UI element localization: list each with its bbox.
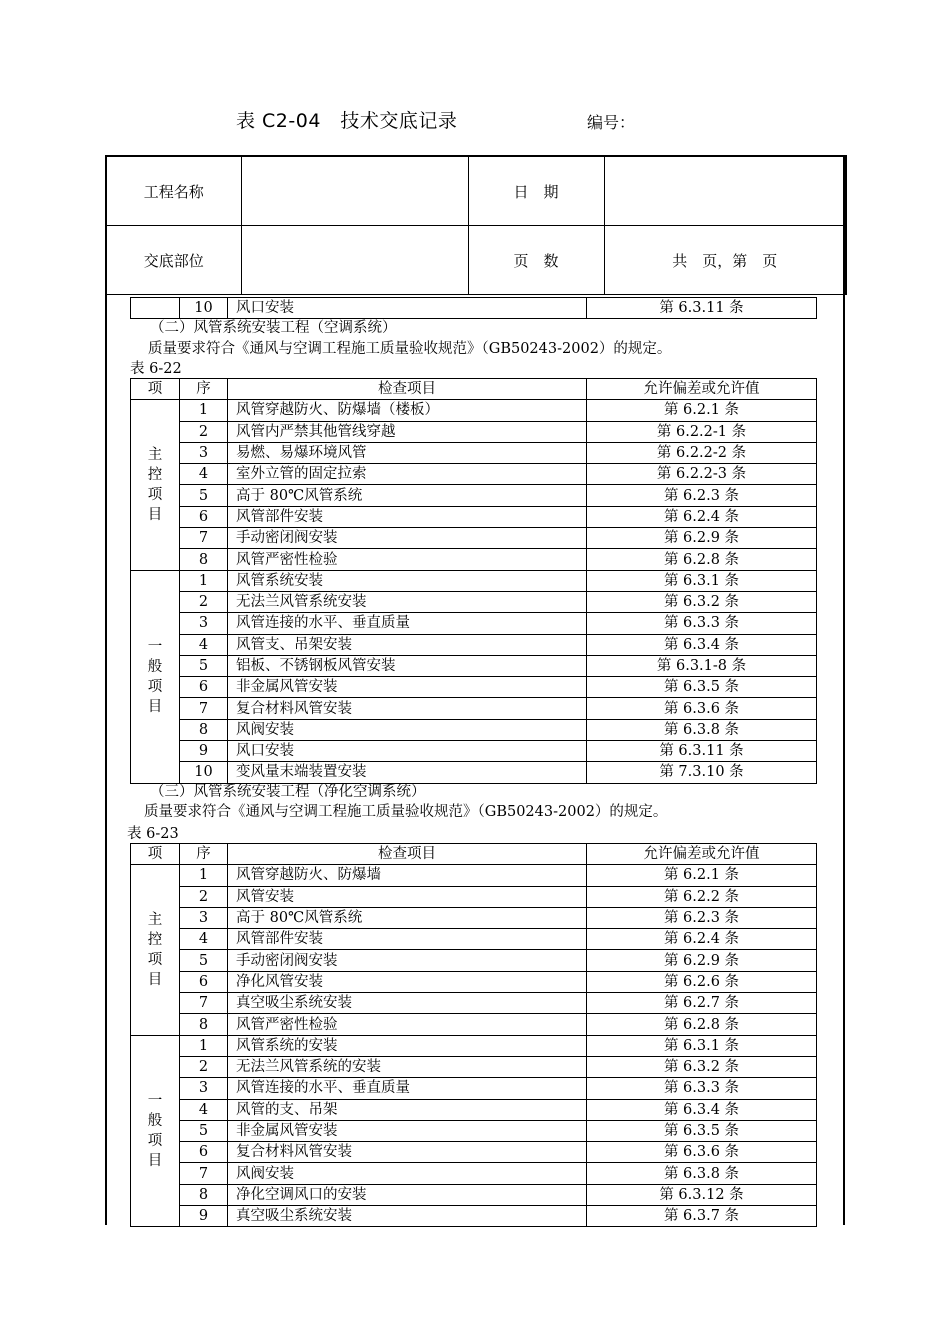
disclosure-part-field[interactable] bbox=[241, 226, 468, 295]
row-value: 第 6.3.1-8 条 bbox=[587, 655, 817, 676]
general-category bbox=[131, 570, 180, 783]
row-value: 第 6.2.6 条 bbox=[587, 971, 817, 992]
table-6-23 bbox=[130, 843, 817, 1227]
row-no: 7 bbox=[180, 528, 228, 549]
row-item: 风阀安装 bbox=[228, 719, 587, 740]
row-no: 1 bbox=[180, 865, 228, 886]
row-value: 第 6.3.4 条 bbox=[587, 1099, 817, 1120]
row-item: 风管内严禁其他管线穿越 bbox=[228, 421, 587, 442]
row-item: 铝板、不锈钢板风管安装 bbox=[228, 655, 587, 676]
row-no: 6 bbox=[180, 1142, 228, 1163]
table-row bbox=[131, 1078, 817, 1099]
row-no: 5 bbox=[180, 1120, 228, 1141]
table-row bbox=[131, 1163, 817, 1184]
col-item: 检查项目 bbox=[228, 844, 587, 865]
row-no: 4 bbox=[180, 464, 228, 485]
table-row bbox=[131, 865, 817, 886]
row-no: 3 bbox=[180, 442, 228, 463]
row-item: 风管严密性检验 bbox=[228, 1014, 587, 1035]
row-item: 风管的支、吊架 bbox=[228, 1099, 587, 1120]
row-item: 易燃、易爆环境风管 bbox=[228, 442, 587, 463]
main-control-category bbox=[131, 865, 180, 1035]
table-row bbox=[131, 1120, 817, 1141]
row-value: 第 6.2.9 条 bbox=[587, 950, 817, 971]
table-header-row bbox=[131, 379, 817, 400]
general-category bbox=[131, 1035, 180, 1227]
row-value: 第 6.2.2-1 条 bbox=[587, 421, 817, 442]
table-row bbox=[131, 1014, 817, 1035]
disclosure-part-label: 交底部位 bbox=[106, 226, 241, 295]
row-no: 2 bbox=[180, 421, 228, 442]
main-control-category-label: 主控项目 bbox=[147, 446, 163, 523]
row-no: 3 bbox=[180, 613, 228, 634]
page-title: 表 C2-04 技术交底记录 bbox=[236, 110, 458, 132]
continuation-table bbox=[130, 297, 817, 319]
section2-note: 质量要求符合《通风与空调工程施工质量验收规范》（GB50243-2002）的规定。 bbox=[148, 341, 672, 357]
row-no: 4 bbox=[180, 634, 228, 655]
row-value: 第 6.3.4 条 bbox=[587, 634, 817, 655]
row-value: 第 6.3.11 条 bbox=[587, 298, 817, 319]
table-row bbox=[131, 993, 817, 1014]
table-row bbox=[131, 613, 817, 634]
table-row bbox=[131, 549, 817, 570]
row-value: 第 6.3.5 条 bbox=[587, 1120, 817, 1141]
table-row bbox=[131, 741, 817, 762]
table-row bbox=[131, 907, 817, 928]
section2-heading: （二）风管系统安装工程（空调系统） bbox=[150, 320, 397, 336]
row-no: 10 bbox=[180, 762, 228, 783]
row-item: 复合材料风管安装 bbox=[228, 698, 587, 719]
row-no: 6 bbox=[180, 677, 228, 698]
table-row bbox=[131, 950, 817, 971]
row-no: 1 bbox=[180, 570, 228, 591]
row-value: 第 6.3.3 条 bbox=[587, 613, 817, 634]
table-row bbox=[131, 1206, 817, 1227]
row-value: 第 6.2.1 条 bbox=[587, 865, 817, 886]
date-label: 日 期 bbox=[468, 156, 604, 226]
row-value: 第 6.3.12 条 bbox=[587, 1184, 817, 1205]
row-value: 第 6.3.11 条 bbox=[587, 741, 817, 762]
code-label: 编号： bbox=[587, 113, 636, 132]
row-value: 第 6.3.2 条 bbox=[587, 1056, 817, 1077]
section2-table-label: 表 6-22 bbox=[130, 361, 182, 377]
pages-label: 页 数 bbox=[468, 226, 604, 295]
row-item: 复合材料风管安装 bbox=[228, 1142, 587, 1163]
row-no: 4 bbox=[180, 929, 228, 950]
section3-table-label: 表 6-23 bbox=[127, 826, 179, 842]
row-value: 第 6.2.3 条 bbox=[587, 485, 817, 506]
section3-note: 质量要求符合《通风与空调工程施工质量验收规范》（GB50243-2002）的规定。 bbox=[144, 804, 668, 820]
row-no: 7 bbox=[180, 1163, 228, 1184]
row-item: 风管穿越防火、防爆墙（楼板） bbox=[228, 400, 587, 421]
row-no: 5 bbox=[180, 485, 228, 506]
row-value: 第 6.2.1 条 bbox=[587, 400, 817, 421]
table-row bbox=[131, 929, 817, 950]
table-row bbox=[131, 886, 817, 907]
row-item: 变风量末端装置安装 bbox=[228, 762, 587, 783]
row-item: 无法兰风管系统的安装 bbox=[228, 1056, 587, 1077]
row-no: 3 bbox=[180, 907, 228, 928]
row-value: 第 6.2.8 条 bbox=[587, 1014, 817, 1035]
row-item: 风口安装 bbox=[228, 741, 587, 762]
row-item: 风管系统的安装 bbox=[228, 1035, 587, 1056]
table-row bbox=[131, 1056, 817, 1077]
row-no: 9 bbox=[180, 1206, 228, 1227]
row-no: 5 bbox=[180, 655, 228, 676]
table-header-row bbox=[131, 844, 817, 865]
row-value: 第 6.3.1 条 bbox=[587, 1035, 817, 1056]
row-item: 室外立管的固定拉索 bbox=[228, 464, 587, 485]
row-item: 风管穿越防火、防爆墙 bbox=[228, 865, 587, 886]
row-value: 第 6.3.5 条 bbox=[587, 677, 817, 698]
row-value: 第 6.2.2-3 条 bbox=[587, 464, 817, 485]
row-item: 非金属风管安装 bbox=[228, 1120, 587, 1141]
row-no: 2 bbox=[180, 591, 228, 612]
row-value: 第 6.2.7 条 bbox=[587, 993, 817, 1014]
table-row bbox=[131, 655, 817, 676]
table-row bbox=[131, 442, 817, 463]
row-no: 4 bbox=[180, 1099, 228, 1120]
row-item: 风管部件安装 bbox=[228, 929, 587, 950]
table-row bbox=[131, 591, 817, 612]
row-no: 1 bbox=[180, 1035, 228, 1056]
table-row bbox=[131, 400, 817, 421]
table-row bbox=[131, 570, 817, 591]
row-item: 手动密闭阀安装 bbox=[228, 528, 587, 549]
row-value: 第 6.3.7 条 bbox=[587, 1206, 817, 1227]
row-value: 第 6.2.3 条 bbox=[587, 907, 817, 928]
row-item: 风管连接的水平、垂直质量 bbox=[228, 1078, 587, 1099]
row-item: 真空吸尘系统安装 bbox=[228, 993, 587, 1014]
general-category-label: 一般项目 bbox=[147, 638, 163, 715]
row-value: 第 6.2.8 条 bbox=[587, 549, 817, 570]
row-item: 高于 80℃风管系统 bbox=[228, 485, 587, 506]
row-no: 10 bbox=[180, 298, 228, 319]
row-no: 5 bbox=[180, 950, 228, 971]
table-row bbox=[131, 971, 817, 992]
table-row bbox=[131, 762, 817, 783]
row-no: 8 bbox=[180, 549, 228, 570]
table-row bbox=[131, 464, 817, 485]
row-no: 8 bbox=[180, 1014, 228, 1035]
row-item: 风管安装 bbox=[228, 886, 587, 907]
table-row bbox=[131, 634, 817, 655]
col-item: 检查项目 bbox=[228, 379, 587, 400]
row-no: 9 bbox=[180, 741, 228, 762]
col-category: 项 bbox=[131, 844, 180, 865]
row-value: 第 6.3.6 条 bbox=[587, 1142, 817, 1163]
row-value: 第 6.2.2-2 条 bbox=[587, 442, 817, 463]
info-table bbox=[105, 155, 847, 295]
table-row bbox=[131, 485, 817, 506]
row-item: 风阀安装 bbox=[228, 1163, 587, 1184]
table-row bbox=[131, 421, 817, 442]
row-value: 第 6.2.4 条 bbox=[587, 506, 817, 527]
main-control-category-label: 主控项目 bbox=[147, 911, 163, 988]
table-row bbox=[131, 1035, 817, 1056]
row-value: 第 7.3.10 条 bbox=[587, 762, 817, 783]
table-row bbox=[131, 719, 817, 740]
col-category: 项 bbox=[131, 379, 180, 400]
row-item: 无法兰风管系统安装 bbox=[228, 591, 587, 612]
row-no: 2 bbox=[180, 886, 228, 907]
table-row bbox=[131, 698, 817, 719]
row-item: 风管部件安装 bbox=[228, 506, 587, 527]
row-item: 净化空调风口的安装 bbox=[228, 1184, 587, 1205]
pages-field: 共 页，第 页 bbox=[604, 226, 846, 295]
project-name-label: 工程名称 bbox=[106, 156, 241, 226]
row-value: 第 6.3.6 条 bbox=[587, 698, 817, 719]
row-no: 3 bbox=[180, 1078, 228, 1099]
table-row bbox=[131, 1184, 817, 1205]
row-item: 风管连接的水平、垂直质量 bbox=[228, 613, 587, 634]
row-item: 风管严密性检验 bbox=[228, 549, 587, 570]
row-value: 第 6.3.2 条 bbox=[587, 591, 817, 612]
row-no: 7 bbox=[180, 698, 228, 719]
col-no: 序 bbox=[180, 844, 228, 865]
row-value: 第 6.2.4 条 bbox=[587, 929, 817, 950]
table-row bbox=[131, 506, 817, 527]
row-no: 8 bbox=[180, 1184, 228, 1205]
row-item: 风管系统安装 bbox=[228, 570, 587, 591]
general-category-label: 一般项目 bbox=[147, 1093, 163, 1169]
main-control-category bbox=[131, 400, 180, 570]
row-item: 真空吸尘系统安装 bbox=[228, 1206, 587, 1227]
row-value: 第 6.3.8 条 bbox=[587, 1163, 817, 1184]
row-no: 6 bbox=[180, 506, 228, 527]
table-row bbox=[131, 677, 817, 698]
table-row bbox=[131, 298, 817, 319]
row-value: 第 6.2.2 条 bbox=[587, 886, 817, 907]
row-no: 8 bbox=[180, 719, 228, 740]
row-value: 第 6.3.3 条 bbox=[587, 1078, 817, 1099]
row-no: 2 bbox=[180, 1056, 228, 1077]
table-row bbox=[131, 1142, 817, 1163]
date-field[interactable] bbox=[604, 156, 846, 226]
row-item: 手动密闭阀安装 bbox=[228, 950, 587, 971]
row-item: 风口安装 bbox=[228, 298, 587, 319]
row-no: 6 bbox=[180, 971, 228, 992]
row-value: 第 6.3.8 条 bbox=[587, 719, 817, 740]
row-value: 第 6.3.1 条 bbox=[587, 570, 817, 591]
table-row bbox=[131, 1099, 817, 1120]
row-no: 1 bbox=[180, 400, 228, 421]
section3-heading: （三）风管系统安装工程（净化空调系统） bbox=[150, 784, 426, 800]
row-no: 7 bbox=[180, 993, 228, 1014]
col-value: 允许偏差或允许值 bbox=[587, 379, 817, 400]
row-value: 第 6.2.9 条 bbox=[587, 528, 817, 549]
table-6-22 bbox=[130, 378, 817, 784]
row-item: 非金属风管安装 bbox=[228, 677, 587, 698]
row-item: 风管支、吊架安装 bbox=[228, 634, 587, 655]
project-name-field[interactable] bbox=[241, 156, 468, 226]
col-no: 序 bbox=[180, 379, 228, 400]
table-row bbox=[131, 528, 817, 549]
col-value: 允许偏差或允许值 bbox=[587, 844, 817, 865]
row-item: 净化风管安装 bbox=[228, 971, 587, 992]
row-item: 高于 80℃风管系统 bbox=[228, 907, 587, 928]
